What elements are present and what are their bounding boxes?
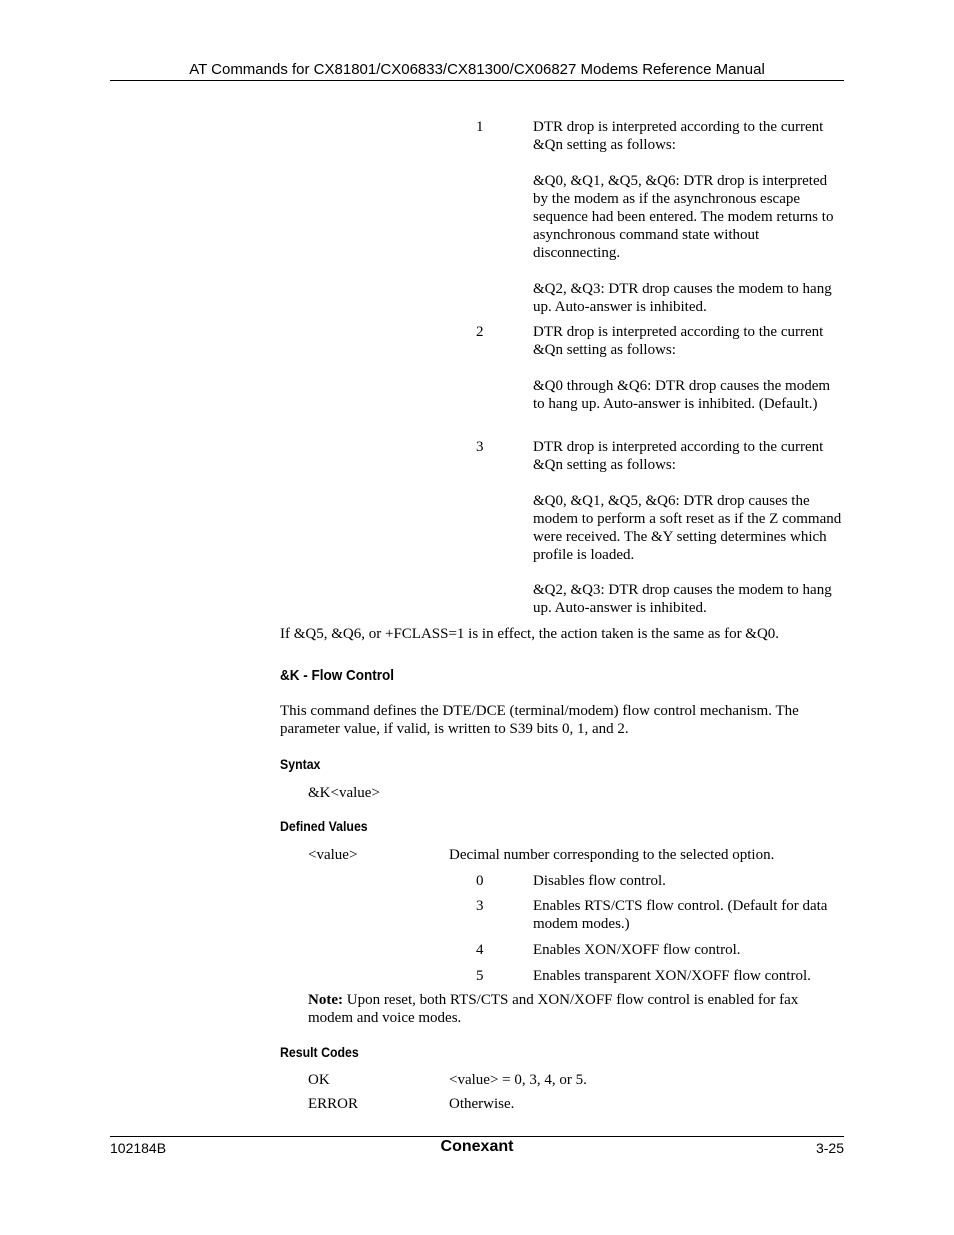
section-intro: This command defines the DTE/DCE (terminal/modem) flow control mechanism. The parameter value, if valid, is written to S39 bits 0, 1, and 2. (280, 703, 799, 737)
doc-number: 102184B (110, 1140, 167, 1156)
note-paragraph (308, 991, 828, 1027)
section-heading: &K - Flow Control (280, 667, 394, 684)
header-rule (110, 80, 844, 81)
dtr-option-value: 1 (476, 119, 484, 135)
result-codes-heading: Result Codes (280, 1044, 359, 1060)
syntax-text: &K<value> (308, 785, 380, 801)
paragraph: &Q0, &Q1, &Q5, &Q6: DTR drop is interpreted by the modem as if the asynchronous escape sequence had been entered. The modem returns to asynchronous command state without disconnecting. (533, 173, 834, 261)
dtr-option-description (533, 323, 845, 413)
note-label: Note: (308, 992, 343, 1008)
option-value: 0 (476, 873, 484, 889)
option-value: 5 (476, 968, 484, 984)
note-text: Upon reset, both RTS/CTS and XON/XOFF flow control is enabled for fax modem and voice modes. (308, 992, 799, 1026)
paragraph: &Q0, &Q1, &Q5, &Q6: DTR drop causes the modem to perform a soft reset as if the Z command were received. The &Y setting determines which profile is loaded. (533, 493, 842, 563)
result-code: OK (308, 1072, 330, 1088)
running-header: AT Commands for CX81801/CX06833/CX81300/CX06827 Modems Reference Manual (189, 61, 765, 78)
result-code-description: <value> = 0, 3, 4, or 5. (449, 1072, 587, 1088)
dtr-option-value: 3 (476, 439, 484, 455)
paragraph: &Q2, &Q3: DTR drop causes the modem to hang up. Auto-answer is inhibited. (533, 582, 832, 616)
param-description: Decimal number corresponding to the selected option. (449, 847, 775, 863)
page-number: 3-25 (815, 1140, 844, 1156)
option-value: 3 (476, 898, 484, 914)
defined-values-heading: Defined Values (280, 818, 368, 834)
option-description: Enables RTS/CTS flow control. (Default for data modem modes.) (533, 898, 828, 932)
option-description: Enables XON/XOFF flow control. (533, 942, 741, 958)
option-value: 4 (476, 942, 484, 958)
paragraph: DTR drop is interpreted according to the current &Qn setting as follows: (533, 324, 824, 358)
result-code: ERROR (308, 1096, 359, 1112)
dtr-option-value: 2 (476, 324, 484, 340)
option-description: Disables flow control. (533, 873, 666, 889)
param-name: <value> (308, 847, 358, 863)
footer-rule (110, 1136, 844, 1137)
dtr-option-description (533, 438, 845, 617)
paragraph: &Q2, &Q3: DTR drop causes the modem to hang up. Auto-answer is inhibited. (533, 281, 832, 315)
paragraph: DTR drop is interpreted according to the current &Qn setting as follows: (533, 119, 824, 153)
syntax-heading: Syntax (280, 756, 321, 772)
dtr-note: If &Q5, &Q6, or +FCLASS=1 is in effect, the action taken is the same as for &Q0. (280, 626, 780, 642)
company-name: Conexant (440, 1138, 514, 1155)
dtr-option-description (533, 118, 845, 316)
option-description: Enables transparent XON/XOFF flow control. (533, 968, 811, 984)
paragraph: DTR drop is interpreted according to the current &Qn setting as follows: (533, 439, 824, 473)
paragraph: &Q0 through &Q6: DTR drop causes the modem to hang up. Auto-answer is inhibited. (Default.) (533, 378, 831, 412)
result-code-description: Otherwise. (449, 1096, 515, 1112)
